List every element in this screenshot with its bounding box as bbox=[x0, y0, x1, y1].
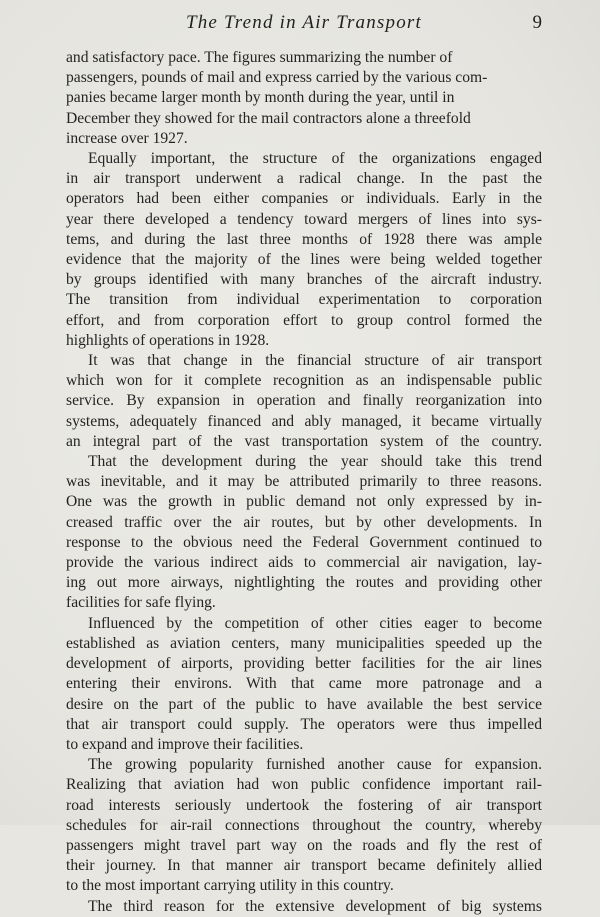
paragraph-2 bbox=[66, 149, 542, 351]
running-head bbox=[66, 12, 542, 34]
text-line: response to the obvious need the Federal Government continued to bbox=[66, 533, 542, 551]
text-line: effort, and from corporation effort to group control formed the bbox=[66, 311, 542, 329]
text-line: December they showed for the mail contractors alone a threefold bbox=[66, 109, 471, 127]
paragraph-3 bbox=[66, 351, 542, 452]
text-line: systems, adequately financed and ably managed, it became virtually bbox=[66, 412, 542, 430]
text-line: which won for it complete recognition as an indispensable public bbox=[66, 372, 542, 390]
text-line: creased traffic over the air routes, but by other developments. In bbox=[66, 513, 542, 531]
paragraph-1 bbox=[66, 48, 542, 149]
text-line: year there developed a tendency toward mergers of lines into sys- bbox=[66, 210, 542, 228]
text-line: evidence that the majority of the lines were being welded together bbox=[66, 251, 542, 269]
text-line: an integral part of the vast transportation system of the country. bbox=[66, 432, 542, 450]
text-line: was inevitable, and it may be attributed primarily to three reasons. bbox=[66, 473, 542, 491]
text-line: operators had been either companies or individuals. Early in the bbox=[66, 190, 542, 208]
text-line: that air transport could supply. The operators were thus impelled bbox=[66, 715, 542, 733]
text-line: The third reason for the extensive development of big systems bbox=[88, 897, 542, 915]
text-line: provide the various indirect aids to commercial air navigation, lay- bbox=[66, 554, 542, 572]
text-line: It was that change in the financial structure of air transport bbox=[88, 352, 542, 370]
text-line: Equally important, the structure of the organizations engaged bbox=[88, 150, 542, 168]
body-text bbox=[66, 48, 542, 917]
text-line: in air transport underwent a radical change. In the past the bbox=[66, 170, 542, 188]
text-line: desire on the part of the public to have available the best service bbox=[66, 695, 542, 713]
text-line: established as aviation centers, many municipalities speeded up the bbox=[66, 634, 542, 652]
text-line: tems, and during the last three months of 1928 there was ample bbox=[66, 230, 542, 248]
text-line: passengers might travel part way on the roads and fly the rest of bbox=[66, 836, 542, 854]
paragraph-4 bbox=[66, 452, 542, 614]
text-line: and satisfactory pace. The figures summarizing the number of bbox=[66, 49, 453, 66]
text-line: schedules for air-rail connections throughout the country, whereby bbox=[66, 816, 542, 834]
paragraph-7 bbox=[66, 897, 542, 917]
text-line: passengers, pounds of mail and express carried by the various com- bbox=[66, 69, 488, 87]
text-line: development of airports, providing better facilities for the air lines bbox=[66, 655, 542, 673]
text-line: Influenced by the competition of other cities eager to become bbox=[88, 614, 542, 632]
text-line: service. By expansion in operation and finally reorganization into bbox=[66, 392, 542, 410]
text-line: The transition from individual experimentation to corporation bbox=[66, 291, 542, 309]
text-line: entering their environs. With that came more patronage and a bbox=[66, 675, 542, 693]
text-line: their journey. In that manner air transport became definitely allied bbox=[66, 857, 542, 875]
text-line: panies became larger month by month during the year, until in bbox=[66, 89, 455, 107]
text-line: That the development during the year should take this trend bbox=[88, 453, 542, 471]
text-line: Realizing that aviation had won public confidence important rail- bbox=[66, 776, 542, 794]
paragraph-5 bbox=[66, 614, 542, 755]
text-line: One was the growth in public demand not only expressed by in- bbox=[66, 493, 542, 511]
text-line: increase over 1927. bbox=[66, 129, 188, 147]
paragraph-6 bbox=[66, 755, 542, 896]
running-title: The Trend in Air Transport bbox=[185, 12, 423, 33]
text-line: The growing popularity furnished another cause for expansion. bbox=[88, 756, 542, 774]
text-line: facilities for safe flying. bbox=[66, 594, 216, 612]
text-line: road interests seriously undertook the fostering of air transport bbox=[66, 796, 542, 814]
text-line: by groups identified with many branches of the aircraft industry. bbox=[66, 271, 542, 289]
text-line: highlights of operations in 1928. bbox=[66, 331, 270, 349]
text-line: ing out more airways, nightlighting the routes and providing other bbox=[66, 574, 542, 592]
page-number: 9 bbox=[532, 12, 542, 33]
text-line: to the most important carrying utility in this country. bbox=[66, 877, 394, 895]
text-line: to expand and improve their facilities. bbox=[66, 735, 304, 753]
